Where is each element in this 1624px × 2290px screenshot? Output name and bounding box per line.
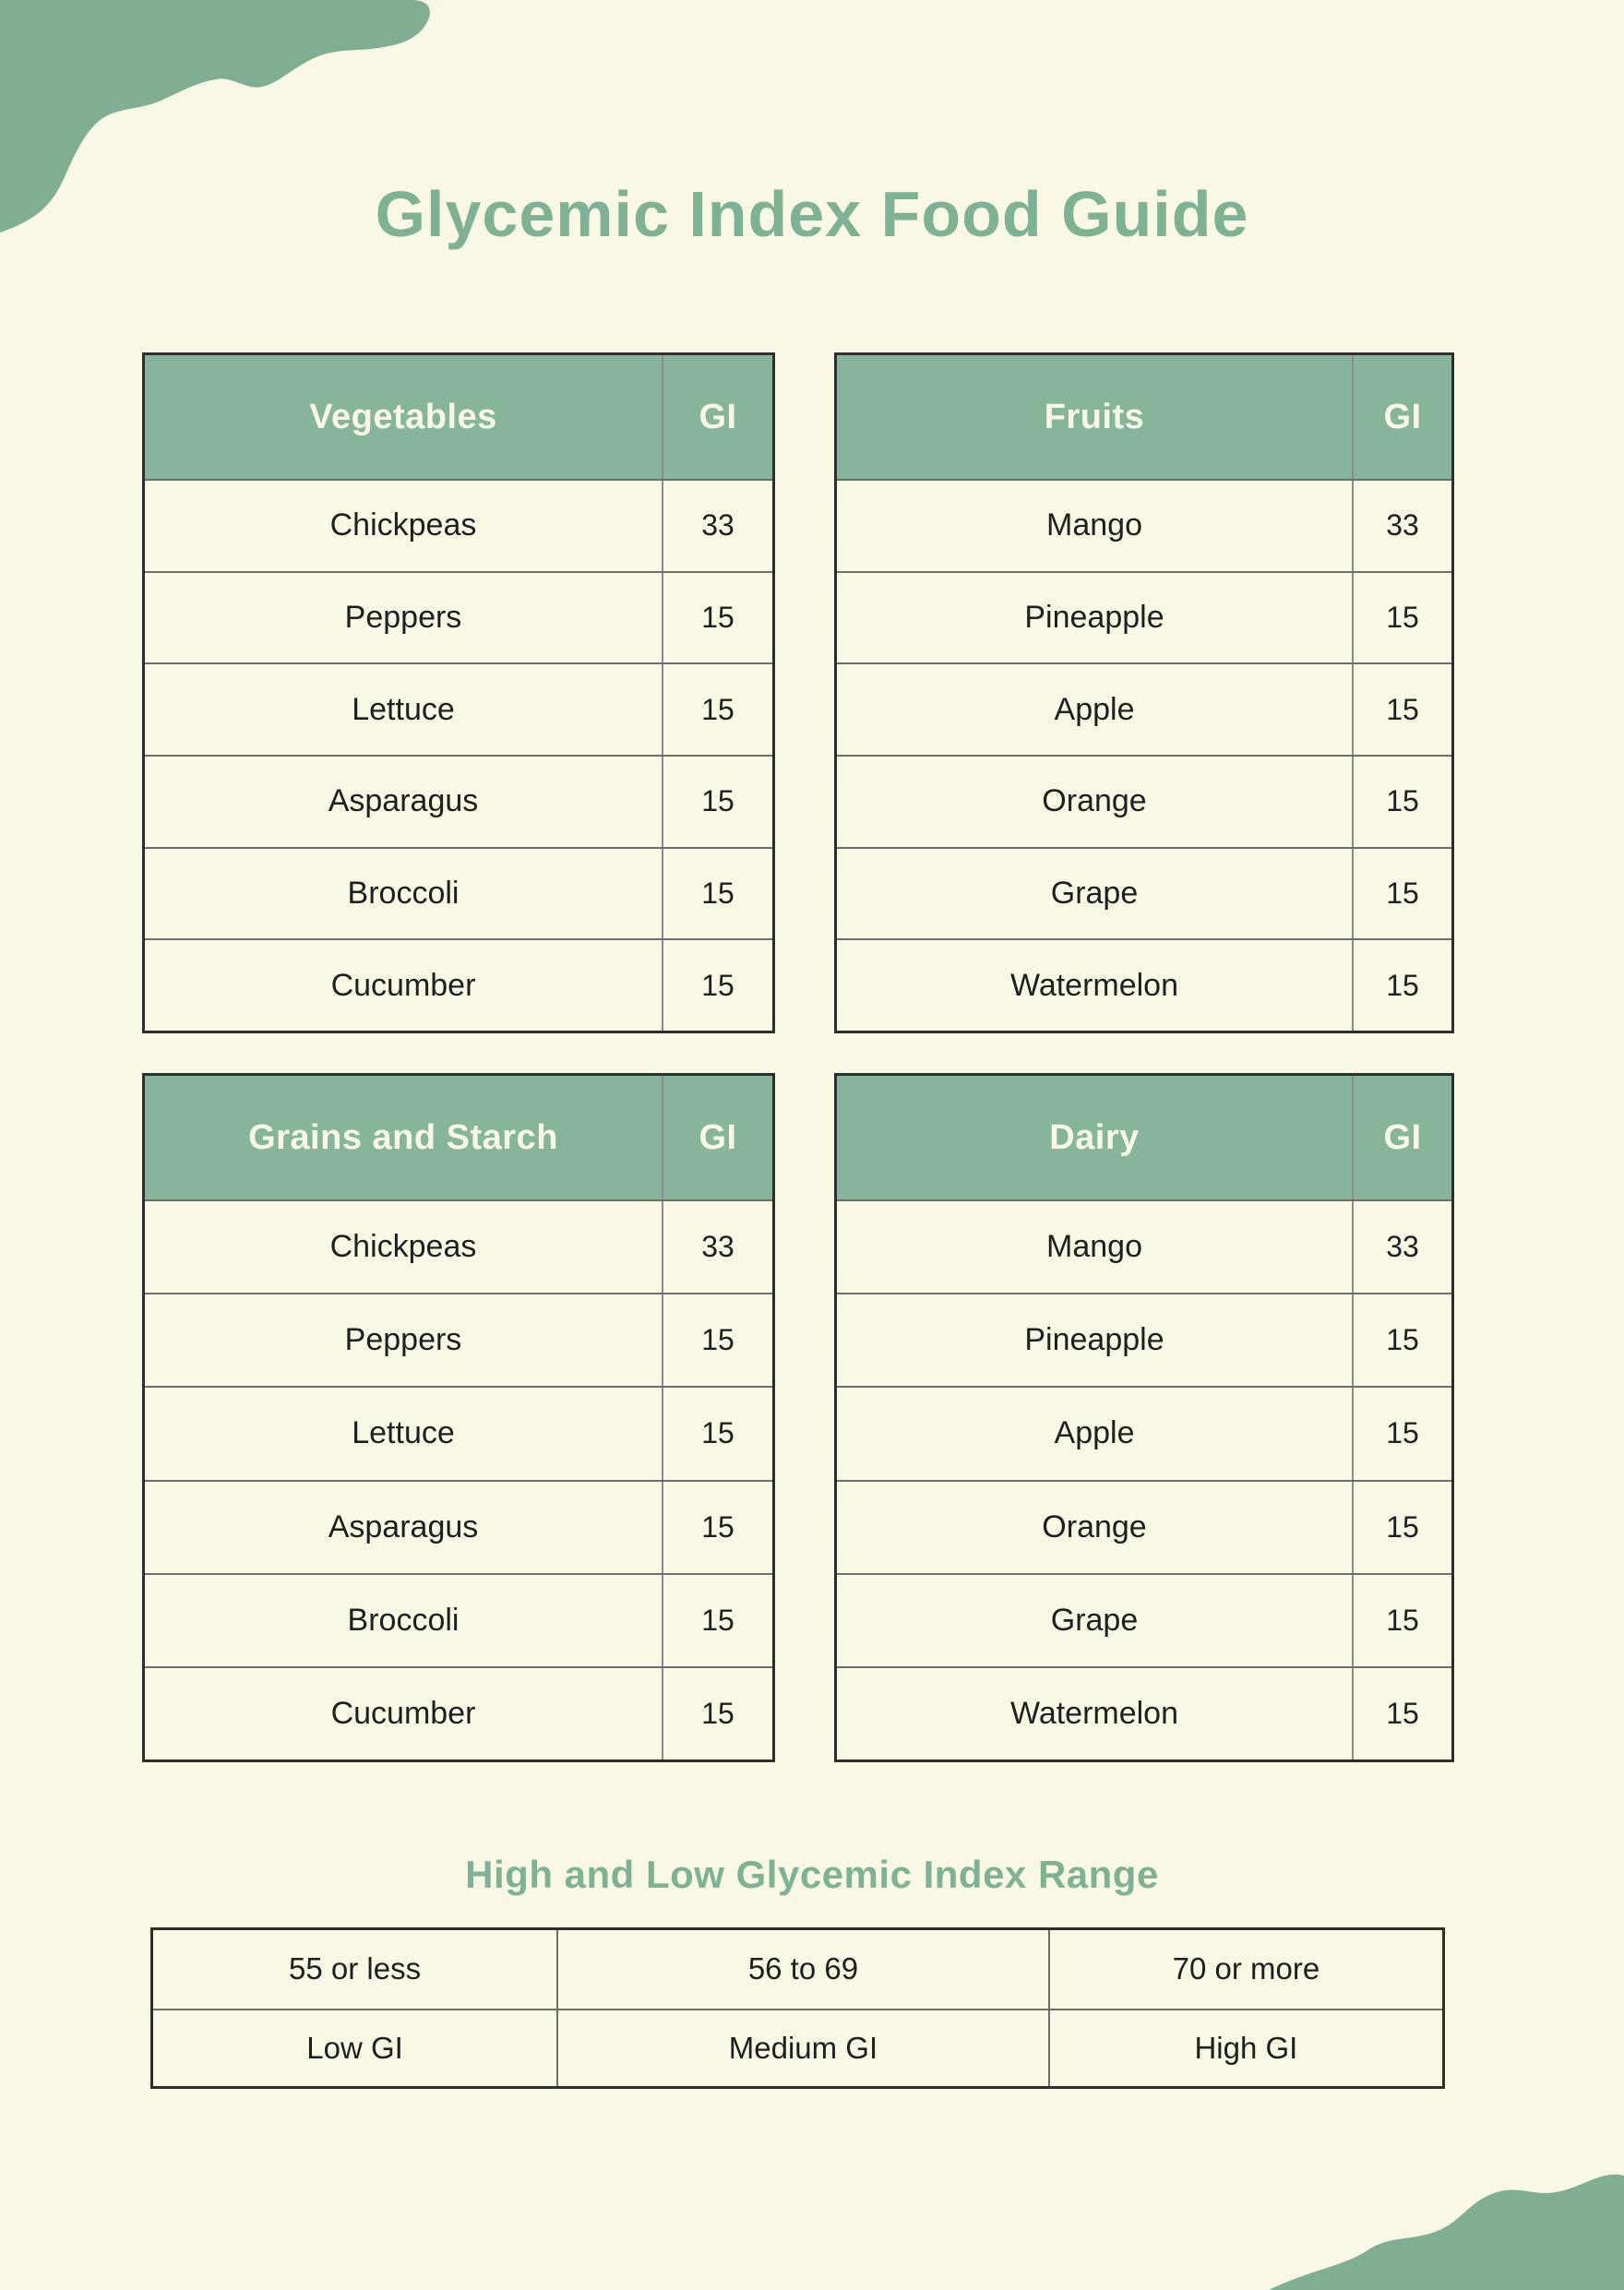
food-name: Broccoli (145, 1575, 663, 1666)
food-name: Peppers (145, 1294, 663, 1386)
range-label-medium: Medium GI (558, 2009, 1050, 2087)
food-gi-value: 15 (1386, 1323, 1419, 1357)
table-header-row (837, 1076, 1451, 1199)
gi-column-header: GI (699, 1117, 737, 1157)
food-name: Peppers (145, 573, 663, 663)
food-name: Apple (837, 664, 1354, 755)
food-gi-value: 15 (1386, 1603, 1419, 1637)
grains-and-starch-table (142, 1073, 775, 1762)
food-gi-value: 15 (701, 692, 734, 726)
table-row (145, 1480, 772, 1573)
food-name: Pineapple (837, 573, 1354, 663)
food-gi-value: 15 (1386, 1416, 1419, 1450)
dairy-table (834, 1073, 1454, 1762)
table-row (145, 1666, 772, 1759)
food-gi-value: 15 (1386, 1696, 1419, 1730)
table-header-row (145, 355, 772, 479)
range-value-high: 70 or more (1172, 1951, 1320, 1986)
food-gi-value: 15 (1386, 877, 1419, 911)
food-name: Chickpeas (145, 481, 663, 571)
table-row (145, 938, 772, 1031)
food-name: Mango (837, 1201, 1354, 1293)
food-name: Grape (837, 849, 1354, 939)
table-row (145, 479, 772, 571)
category-header: Vegetables (145, 355, 663, 479)
food-name: Grape (837, 1575, 1354, 1666)
food-gi-value: 15 (701, 968, 734, 1002)
food-gi-value: 15 (701, 784, 734, 818)
food-name: Lettuce (145, 664, 663, 755)
corner-blob-bottom-right (1255, 2168, 1624, 2290)
gi-column-header: GI (1383, 1117, 1422, 1157)
food-name: Broccoli (145, 849, 663, 939)
table-row (837, 1199, 1451, 1293)
table-row (837, 1293, 1451, 1386)
table-header-row (837, 355, 1451, 479)
food-gi-value: 15 (701, 1509, 734, 1544)
food-gi-value: 15 (1386, 968, 1419, 1002)
food-gi-value: 15 (701, 877, 734, 911)
food-gi-value: 15 (1386, 784, 1419, 818)
food-name: Orange (837, 1482, 1354, 1573)
vegetables-table (142, 352, 775, 1033)
food-name: Apple (837, 1388, 1354, 1479)
table-header-row (145, 1076, 772, 1199)
food-gi-value: 33 (701, 508, 734, 543)
food-name: Watermelon (837, 1668, 1354, 1759)
range-value-low: 55 or less (153, 1930, 558, 2009)
food-name: Mango (837, 481, 1354, 571)
corner-blob-bottom-right-shape (1269, 2175, 1624, 2290)
food-name: Cucumber (145, 1668, 663, 1759)
food-gi-value: 33 (1386, 1230, 1419, 1264)
range-label-low: Low GI (153, 2009, 558, 2087)
category-header: Dairy (837, 1076, 1354, 1199)
table-row (145, 662, 772, 755)
range-section-title: High and Low Glycemic Index Range (465, 1853, 1159, 1896)
gi-column-header: GI (1383, 397, 1422, 436)
range-value-medium: 56 to 69 (558, 1930, 1050, 2009)
table-row (837, 1480, 1451, 1573)
table-row (837, 479, 1451, 571)
gi-column-header: GI (699, 397, 737, 436)
food-gi-value: 15 (701, 1416, 734, 1450)
food-name: Lettuce (145, 1388, 663, 1479)
table-row (145, 1199, 772, 1293)
category-header: Fruits (837, 355, 1354, 479)
food-gi-value: 15 (1386, 601, 1419, 634)
table-row (145, 1573, 772, 1666)
table-row (837, 847, 1451, 939)
food-name: Pineapple (837, 1294, 1354, 1386)
food-gi-value: 33 (701, 1230, 734, 1264)
table-row (837, 1573, 1451, 1666)
table-row (145, 847, 772, 939)
food-gi-value: 15 (701, 601, 734, 634)
table-row (145, 1386, 772, 1479)
table-row (837, 755, 1451, 847)
food-name: Chickpeas (145, 1201, 663, 1293)
table-row (837, 1666, 1451, 1759)
food-name: Asparagus (145, 1482, 663, 1573)
table-row (145, 755, 772, 847)
page-title: Glycemic Index Food Guide (375, 178, 1249, 250)
food-name: Asparagus (145, 757, 663, 847)
table-row (837, 571, 1451, 663)
table-row (145, 571, 772, 663)
gi-range-table (150, 1927, 1445, 2089)
food-gi-value: 15 (701, 1603, 734, 1637)
food-gi-value: 15 (1386, 692, 1419, 726)
food-gi-value: 33 (1386, 508, 1419, 543)
table-row (837, 938, 1451, 1031)
food-gi-value: 15 (701, 1323, 734, 1357)
food-name: Orange (837, 757, 1354, 847)
fruits-table (834, 352, 1454, 1033)
range-label-high: High GI (1050, 2009, 1442, 2087)
food-gi-value: 15 (1386, 1509, 1419, 1544)
food-name: Watermelon (837, 940, 1354, 1031)
category-header: Grains and Starch (145, 1076, 663, 1199)
food-gi-value: 15 (701, 1696, 734, 1730)
table-row (837, 662, 1451, 755)
table-row (837, 1386, 1451, 1479)
table-row (145, 1293, 772, 1386)
food-name: Cucumber (145, 940, 663, 1031)
